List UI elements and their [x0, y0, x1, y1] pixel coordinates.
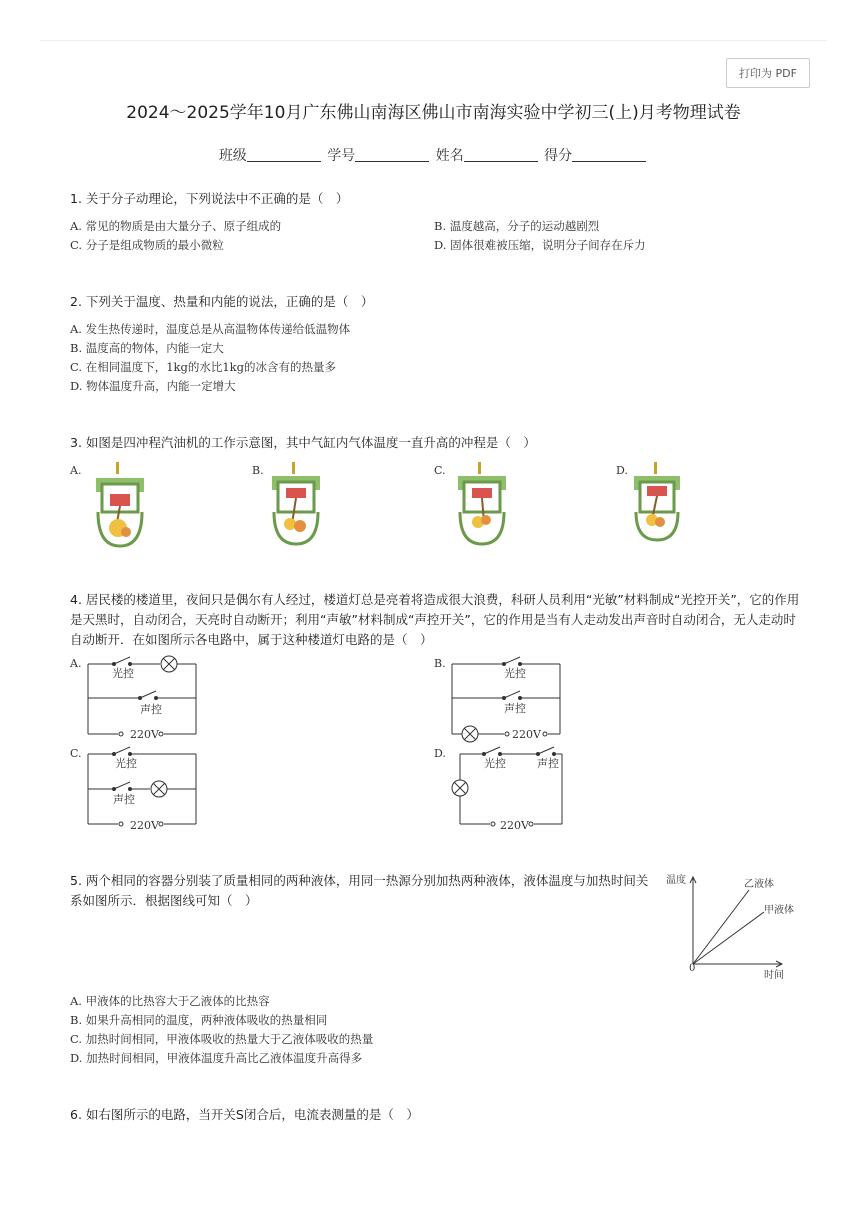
q3-option-a-label[interactable]: A.	[70, 464, 82, 477]
line-yi-liquid	[693, 890, 749, 964]
number-blank[interactable]	[355, 147, 429, 162]
q5-graph-line1-label: 乙液体	[744, 879, 774, 890]
q5-option-d[interactable]: D. 加热时间相同，甲液体温度升高比乙液体温度升高得多	[70, 1051, 363, 1065]
print-pdf-button[interactable]: 打印为 PDF	[726, 58, 810, 88]
question-3-stem: 3. 如图是四冲程汽油机的工作示意图，其中气缸内气体温度一直升高的冲程是（ ）	[70, 435, 536, 450]
q5-option-c[interactable]: C. 加热时间相同，甲液体吸收的热量大于乙液体吸收的热量	[70, 1032, 374, 1046]
q5-option-b[interactable]: B. 如果升高相同的温度，两种液体吸收的热量相同	[70, 1013, 328, 1027]
q4-option-c-label[interactable]: C.	[70, 747, 82, 760]
q4b-sound-switch-label: 声控	[504, 702, 526, 715]
q3-option-c-label[interactable]: C.	[434, 464, 446, 477]
q3-option-b-label[interactable]: B.	[252, 464, 264, 477]
q5-graph-ylabel: 温度	[666, 875, 686, 886]
page-title: 2024～2025学年10月广东佛山南海区佛山市南海实验中学初三(上)月考物理试卷	[126, 103, 741, 123]
q4b-voltage-label: 220V	[512, 728, 541, 741]
q1-option-b[interactable]: B. 温度越高，分子的运动越剧烈	[434, 219, 600, 233]
question-4-stem: 4. 居民楼的楼道里，夜间只是偶尔有人经过，楼道灯总是亮着将造成很大浪费，科研人员利用“光敏”材料制成“光控开关”，它的作用是天黑时，自动闭合，天亮时自动断开；利用“声敏”材料制成“声控开关”，它的作用是当有人走动发出声音时自动闭合，无人走动时自动断开．在如图所示各电路中，属于这种楼道灯电路的是（ ）	[70, 592, 800, 647]
q4c-voltage-label: 220V	[130, 819, 159, 832]
q4c-light-switch-label: 光控	[115, 757, 137, 770]
q2-option-d[interactable]: D. 物体温度升高，内能一定增大	[70, 379, 236, 393]
q4c-sound-switch-label: 声控	[113, 793, 135, 806]
top-divider	[40, 40, 827, 41]
line-jia-liquid	[693, 912, 764, 964]
q3-engine-diagram-d[interactable]	[628, 462, 686, 542]
question-1-stem: 1. 关于分子动理论，下列说法中不正确的是（ ）	[70, 191, 349, 206]
q3-engine-diagram-c[interactable]	[452, 462, 512, 548]
q4-option-b-label[interactable]: B.	[434, 657, 446, 670]
q5-graph-xlabel: 时间	[764, 970, 784, 981]
score-blank[interactable]	[572, 147, 646, 162]
class-blank[interactable]	[247, 147, 321, 162]
name-label: 姓名	[435, 148, 464, 164]
q3-option-d-label[interactable]: D.	[616, 464, 628, 477]
class-label: 班级	[218, 148, 247, 164]
q4d-light-switch-label: 光控	[484, 757, 506, 770]
q1-option-a[interactable]: A. 常见的物质是由大量分子、原子组成的	[70, 219, 282, 233]
q2-option-c[interactable]: C. 在相同温度下，1kg的水比1kg的冰含有的热量多	[70, 360, 336, 374]
name-blank[interactable]	[464, 147, 538, 162]
question-6-stem: 6. 如右图所示的电路，当开关S闭合后，电流表测量的是（ ）	[70, 1107, 419, 1122]
q1-option-c[interactable]: C. 分子是组成物质的最小微粒	[70, 238, 224, 252]
q2-option-a[interactable]: A. 发生热传递时，温度总是从高温物体传递给低温物体	[70, 322, 351, 336]
q4-option-a-label[interactable]: A.	[70, 657, 82, 670]
q4a-voltage-label: 220V	[130, 728, 159, 741]
q4a-light-switch-label: 光控	[112, 667, 134, 680]
q4-option-d-label[interactable]: D.	[434, 747, 446, 760]
q4b-light-switch-label: 光控	[504, 667, 526, 680]
q2-option-b[interactable]: B. 温度高的物体，内能一定大	[70, 341, 224, 355]
q4d-sound-switch-label: 声控	[537, 757, 559, 770]
score-label: 得分	[544, 148, 573, 164]
q3-engine-diagram-b[interactable]	[266, 462, 326, 548]
q5-graph-line2-label: 甲液体	[764, 905, 794, 916]
question-2-stem: 2. 下列关于温度、热量和内能的说法，正确的是（ ）	[70, 294, 374, 309]
number-label: 学号	[327, 148, 356, 164]
q3-engine-diagram-a[interactable]	[88, 462, 152, 550]
q1-option-d[interactable]: D. 固体很难被压缩，说明分子间存在斥力	[434, 238, 646, 252]
question-5-stem: 5. 两个相同的容器分别装了质量相同的两种液体，用同一热源分别加热两种液体，液体温度与加热时间关系如图所示．根据图线可知（ ）	[70, 873, 649, 908]
student-info	[0, 145, 867, 165]
q5-option-a[interactable]: A. 甲液体的比热容大于乙液体的比热容	[70, 994, 270, 1008]
q4a-sound-switch-label: 声控	[140, 703, 162, 716]
q5-graph-origin: 0	[689, 963, 696, 974]
q4d-voltage-label: 220V	[500, 819, 529, 832]
